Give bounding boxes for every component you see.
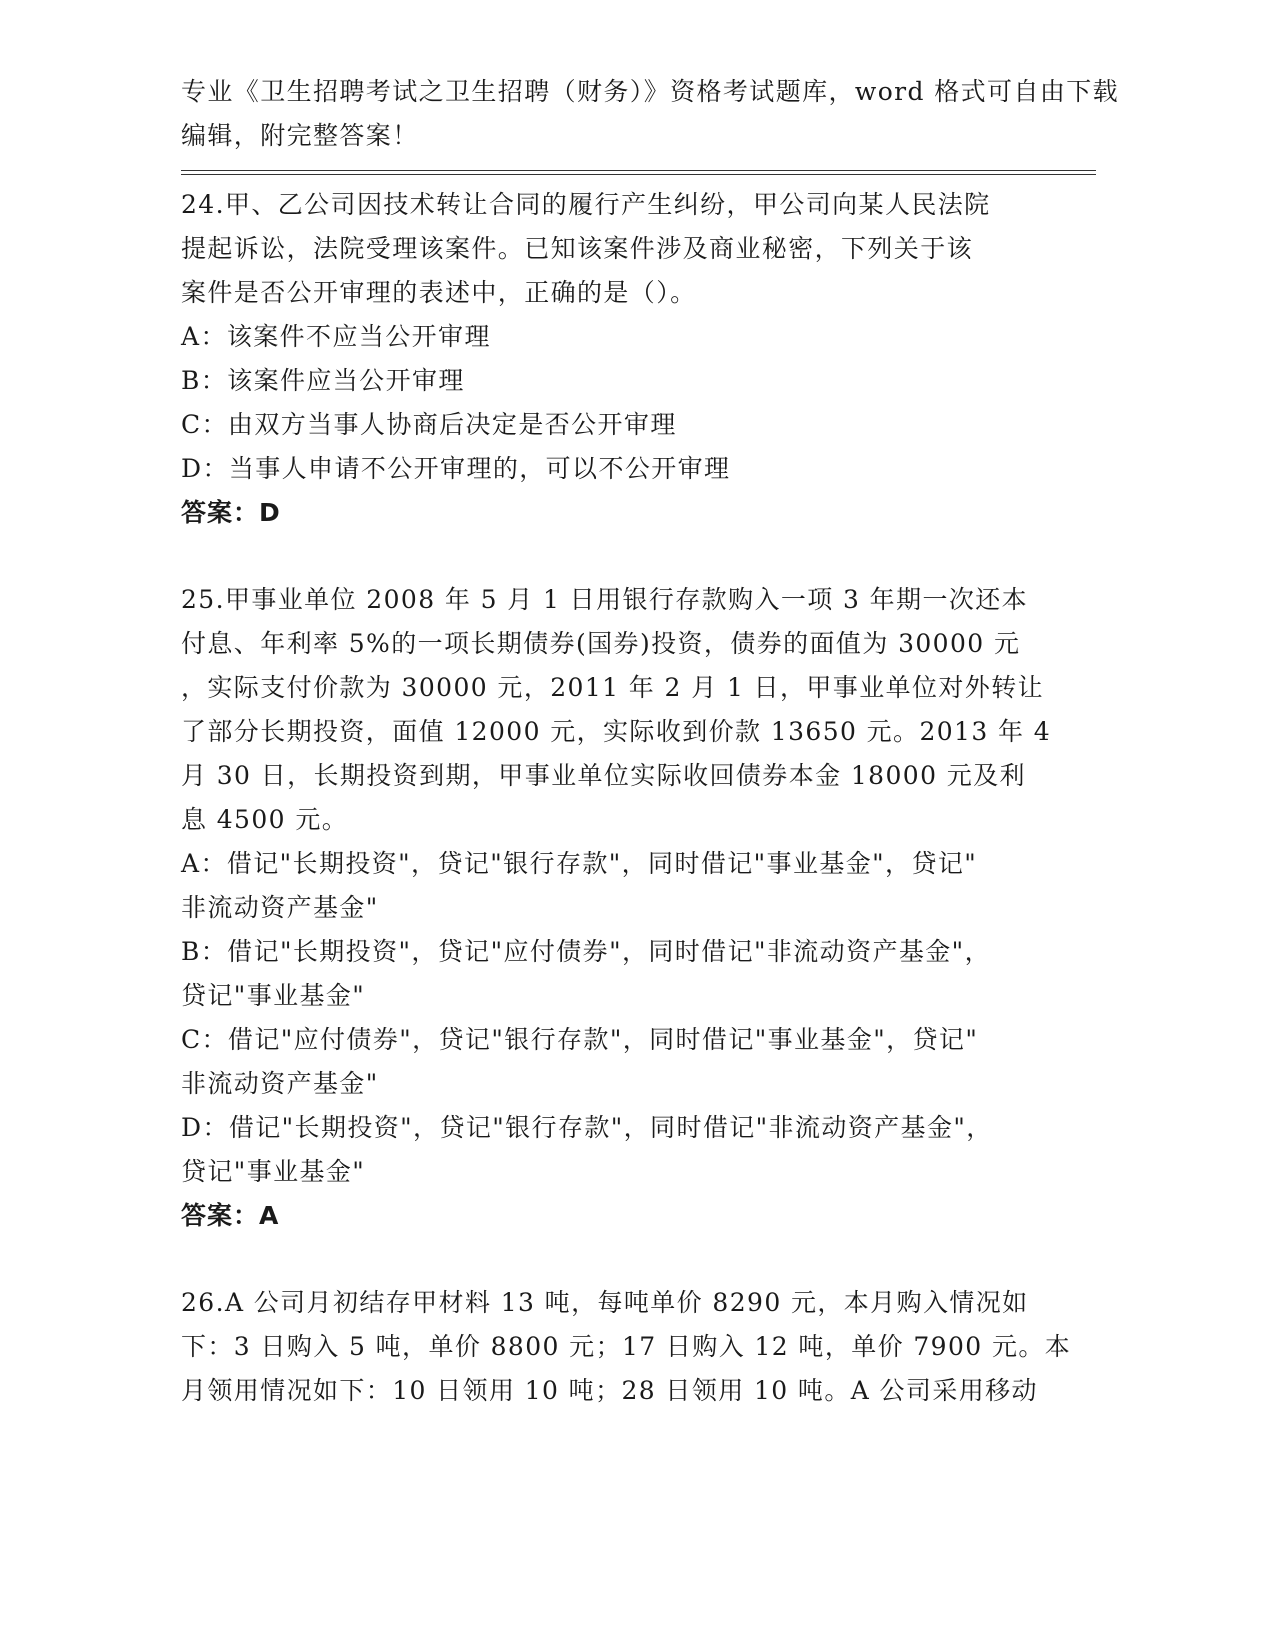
question-stem-line: 了部分长期投资，面值 12000 元，实际收到价款 13650 元。2013 年 4 bbox=[181, 717, 1052, 746]
question-stem-line: 24.甲、乙公司因技术转让合同的履行产生纠纷，甲公司向某人民法院 bbox=[181, 190, 991, 219]
question-stem-line: 25.甲事业单位 2008 年 5 月 1 日用银行存款购入一项 3 年期一次还本 bbox=[181, 585, 1029, 614]
question-stem-line: 息 4500 元。 bbox=[181, 805, 349, 834]
question-24 bbox=[181, 183, 1061, 535]
question-stem-line: ，实际支付价款为 30000 元，2011 年 2 月 1 日，甲事业单位对外转让 bbox=[181, 673, 1044, 702]
question-list bbox=[181, 183, 1072, 1413]
question-stem-line: 付息、年利率 5%的一项长期债券(国券)投资，债券的面值为 30000 元 bbox=[181, 629, 1021, 658]
question-26 bbox=[181, 1281, 1072, 1413]
option-b: B：该案件应当公开审理 bbox=[181, 366, 465, 395]
header-divider-top bbox=[181, 170, 1096, 171]
option-a-continued: 非流动资产基金" bbox=[181, 893, 379, 922]
option-a: A：该案件不应当公开审理 bbox=[181, 322, 491, 351]
question-stem-line: 月领用情况如下：10 日领用 10 吨；28 日领用 10 吨。A 公司采用移动 bbox=[181, 1376, 1038, 1405]
option-c: C：由双方当事人协商后决定是否公开审理 bbox=[181, 410, 677, 439]
document-header bbox=[181, 70, 1120, 158]
option-c: C：借记"应付债券"，贷记"银行存款"，同时借记"事业基金"，贷记" bbox=[181, 1025, 979, 1054]
option-c-continued: 非流动资产基金" bbox=[181, 1069, 379, 1098]
option-d: D：当事人申请不公开审理的，可以不公开审理 bbox=[181, 454, 731, 483]
option-b-continued: 贷记"事业基金" bbox=[181, 981, 366, 1010]
option-d-continued: 贷记"事业基金" bbox=[181, 1157, 366, 1186]
question-spacer bbox=[181, 535, 1061, 578]
question-stem-line: 下：3 日购入 5 吨，单价 8800 元；17 日购入 12 吨，单价 7900 元。本 bbox=[181, 1332, 1072, 1361]
question-25 bbox=[181, 578, 1061, 1238]
question-stem-line: 26.A 公司月初结存甲材料 13 吨，每吨单价 8290 元，本月购入情况如 bbox=[181, 1288, 1029, 1317]
answer-label: 答案：A bbox=[181, 1201, 280, 1230]
question-spacer bbox=[181, 1238, 1061, 1281]
answer-label: 答案：D bbox=[181, 498, 281, 527]
option-b: B：借记"长期投资"，贷记"应付债券"，同时借记"非流动资产基金"， bbox=[181, 937, 991, 966]
question-stem-line: 提起诉讼，法院受理该案件。已知该案件涉及商业秘密，下列关于该 bbox=[181, 234, 974, 263]
header-line: 专业《卫生招聘考试之卫生招聘（财务）》资格考试题库，word 格式可自由下载 bbox=[181, 77, 1120, 106]
header-line: 编辑，附完整答案！ bbox=[181, 121, 419, 150]
question-stem-line: 月 30 日，长期投资到期，甲事业单位实际收回债券本金 18000 元及利 bbox=[181, 761, 1026, 790]
option-d: D：借记"长期投资"，贷记"银行存款"，同时借记"非流动资产基金"， bbox=[181, 1113, 993, 1142]
header-divider-bottom bbox=[181, 174, 1096, 175]
question-stem-line: 案件是否公开审理的表述中，正确的是（）。 bbox=[181, 278, 697, 307]
option-a: A：借记"长期投资"，贷记"银行存款"，同时借记"事业基金"，贷记" bbox=[181, 849, 978, 878]
